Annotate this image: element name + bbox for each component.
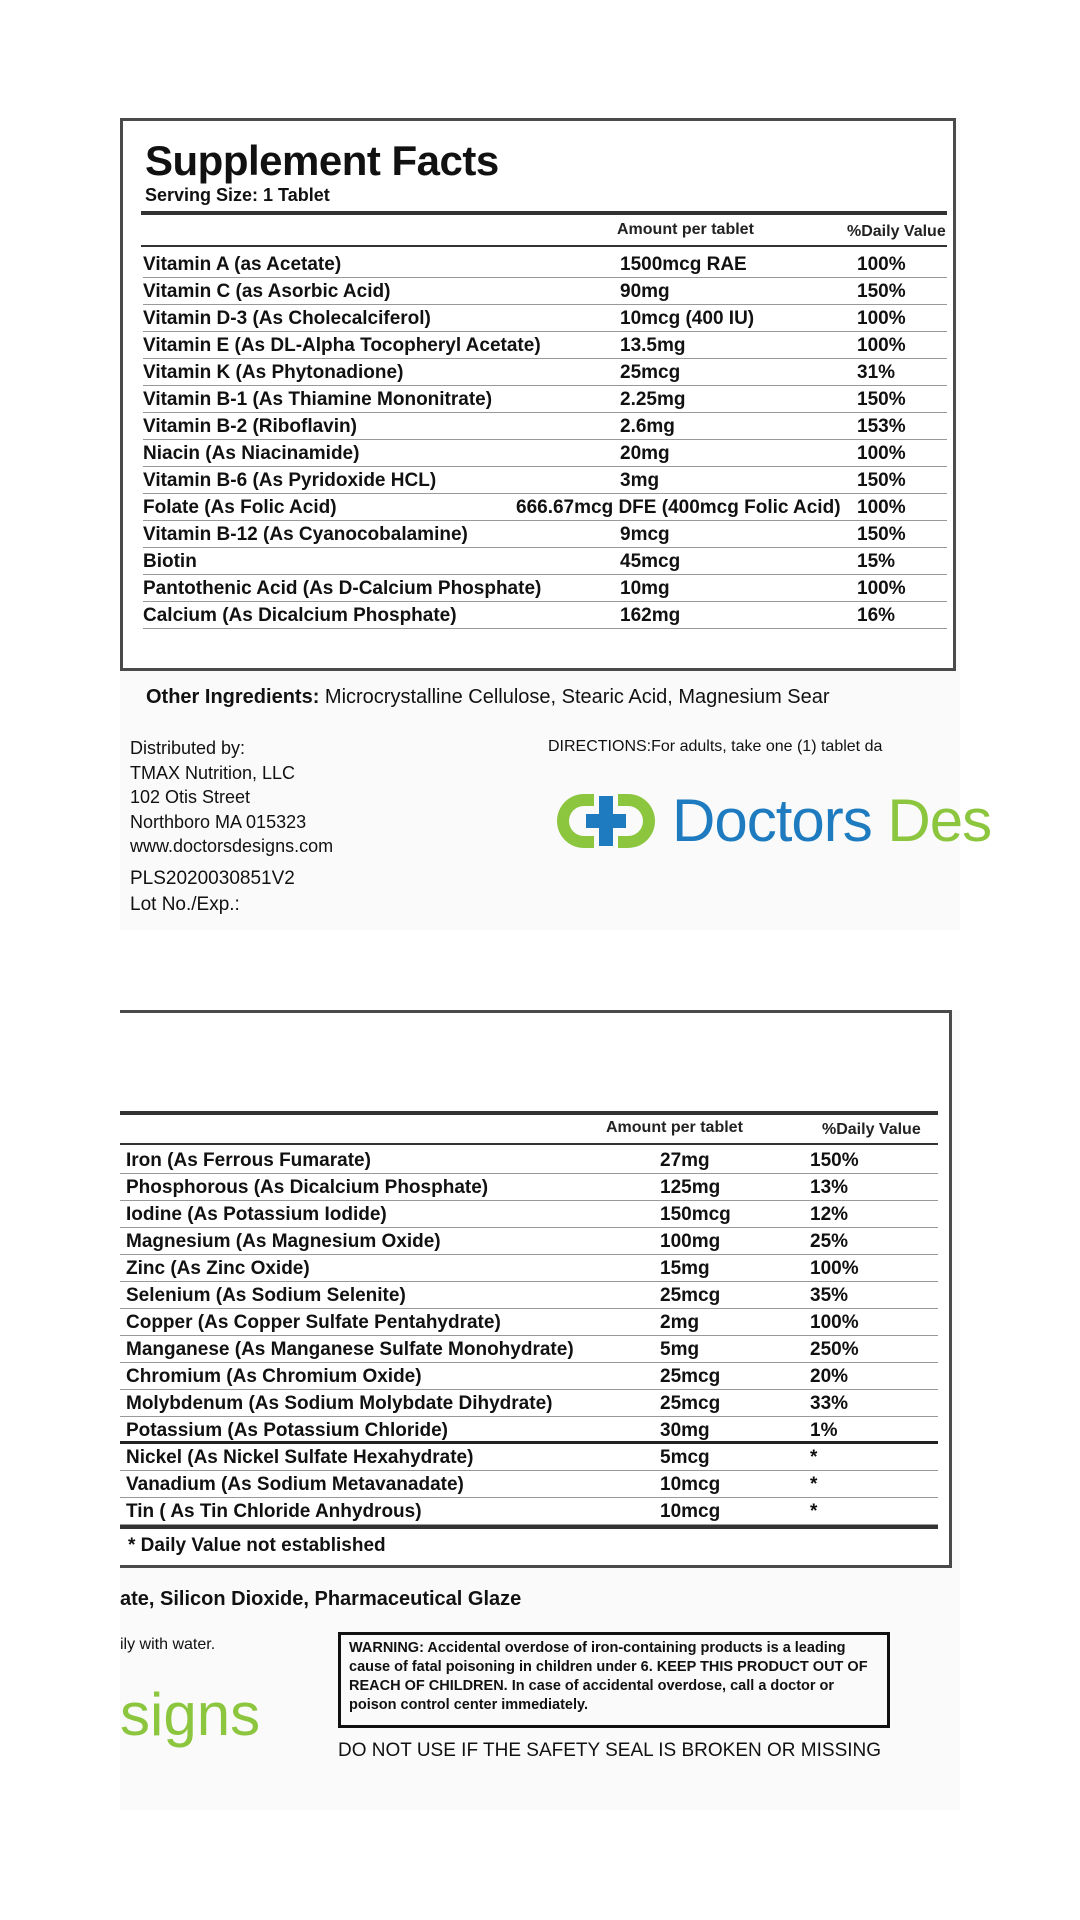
table-row (143, 278, 947, 305)
table-row (120, 1174, 938, 1201)
city-address: Northboro MA 015323 (130, 811, 307, 832)
table-row (120, 1363, 938, 1390)
amount-value: 3mg (620, 470, 660, 491)
amount-value: 25mcg (620, 362, 681, 383)
column-header-amount: Amount per tablet (617, 221, 754, 238)
amount-value: 125mg (660, 1177, 721, 1198)
medical-cross-icon (550, 786, 662, 856)
table-row (120, 1444, 938, 1471)
amount-value: 666.67mcg DFE (400mcg Folic Acid) (516, 497, 841, 518)
amount-value: 27mg (660, 1150, 710, 1171)
column-header-daily-value: %Daily Value (822, 1121, 921, 1138)
nutrient-name: Nickel (As Nickel Sulfate Hexahydrate) (126, 1447, 474, 1468)
daily-value: 100% (857, 308, 906, 329)
daily-value: 100% (857, 578, 906, 599)
distributor-info (130, 736, 333, 859)
nutrient-name: Pantothenic Acid (As D-Calcium Phosphate) (143, 578, 542, 599)
amount-value: 13.5mg (620, 335, 686, 356)
logo-designs-partial: Des (887, 787, 992, 854)
distributed-by-label: Distributed by: (130, 738, 246, 758)
other-ingredients (146, 686, 830, 709)
nutrient-name: Vitamin B-6 (As Pyridoxide HCL) (143, 470, 437, 491)
amount-value: 2.25mg (620, 389, 686, 410)
daily-value: 150% (810, 1150, 859, 1171)
nutrient-name: Vitamin B-12 (As Cyanocobalamine) (143, 524, 468, 545)
daily-value: 100% (857, 254, 906, 275)
website: www.doctorsdesigns.com (130, 836, 334, 856)
amount-value: 10mcg (660, 1501, 721, 1522)
other-ingredients-label: Other Ingredients: (146, 686, 320, 708)
nutrient-name: Phosphorous (As Dicalcium Phosphate) (126, 1177, 489, 1198)
divider (141, 245, 947, 247)
nutrient-name: Vitamin E (As DL-Alpha Tocopheryl Acetate) (143, 335, 541, 356)
table-row (143, 386, 947, 413)
daily-value: * (810, 1474, 818, 1495)
column-header-amount: Amount per tablet (606, 1119, 743, 1136)
amount-value: 10mcg (660, 1474, 721, 1495)
amount-value: 162mg (620, 605, 681, 626)
table-row (143, 494, 947, 521)
daily-value: 100% (857, 497, 906, 518)
table-row (143, 467, 947, 494)
daily-value: 13% (810, 1177, 849, 1198)
amount-value: 9mcg (620, 524, 670, 545)
safety-seal-notice: DO NOT USE IF THE SAFETY SEAL IS BROKEN OR MISSING (338, 1740, 882, 1761)
lot-info (130, 866, 295, 918)
nutrient-name: Vitamin D-3 (As Cholecalciferol) (143, 308, 431, 329)
amount-value: 25mcg (660, 1285, 721, 1306)
nutrient-name: Magnesium (As Magnesium Oxide) (126, 1231, 441, 1252)
table-row (143, 440, 947, 467)
supplement-facts-box (120, 118, 956, 671)
table-row (143, 332, 947, 359)
daily-value-note: * Daily Value not established (128, 1535, 386, 1556)
daily-value: 12% (810, 1204, 849, 1225)
table-row (120, 1471, 938, 1498)
nutrient-name: Vitamin C (as Asorbic Acid) (143, 281, 391, 302)
column-header-daily-value: %Daily Value (847, 223, 946, 240)
daily-value: 150% (857, 524, 906, 545)
nutrient-name: Selenium (As Sodium Selenite) (126, 1285, 406, 1306)
daily-value: 100% (857, 335, 906, 356)
daily-value: * (810, 1447, 818, 1468)
table-row (120, 1498, 938, 1525)
daily-value: 153% (857, 416, 906, 437)
nutrient-name: Iron (As Ferrous Fumarate) (126, 1150, 371, 1171)
table-row (143, 413, 947, 440)
supplement-facts-box-continued (120, 1010, 952, 1568)
amount-value: 10mg (620, 578, 670, 599)
nutrient-name: Niacin (As Niacinamide) (143, 443, 360, 464)
divider (120, 1143, 938, 1145)
amount-value: 15mg (660, 1258, 710, 1279)
table-row (120, 1147, 938, 1174)
amount-value: 90mg (620, 281, 670, 302)
table-row (120, 1228, 938, 1255)
directions-continued: ily with water. (120, 1636, 216, 1653)
nutrient-name: Folate (As Folic Acid) (143, 497, 337, 518)
amount-value: 150mcg (660, 1204, 731, 1225)
divider (141, 211, 947, 215)
nutrient-name: Potassium (As Potassium Chloride) (126, 1420, 449, 1441)
nutrient-name: Biotin (143, 551, 197, 572)
daily-value: 35% (810, 1285, 849, 1306)
serving-size: Serving Size: 1 Tablet (145, 185, 330, 205)
daily-value: 33% (810, 1393, 849, 1414)
daily-value: 20% (810, 1366, 849, 1387)
nutrient-name: Calcium (As Dicalcium Phosphate) (143, 605, 457, 626)
daily-value: 31% (857, 362, 896, 383)
directions: DIRECTIONS:For adults, take one (1) tablet da (548, 738, 883, 755)
nutrient-name: Vitamin B-1 (As Thiamine Mononitrate) (143, 389, 493, 410)
daily-value: 1% (810, 1420, 838, 1441)
amount-value: 100mg (660, 1231, 721, 1252)
label-panel-left (120, 118, 992, 930)
nutrient-name: Vanadium (As Sodium Metavanadate) (126, 1474, 464, 1495)
nutrient-name: Vitamin A (as Acetate) (143, 254, 342, 275)
amount-value: 45mcg (620, 551, 681, 572)
amount-value: 5mg (660, 1339, 700, 1360)
daily-value: 15% (857, 551, 896, 572)
logo-wordmark (672, 786, 991, 856)
daily-value: 100% (810, 1258, 859, 1279)
daily-value: 100% (810, 1312, 859, 1333)
daily-value: 16% (857, 605, 896, 626)
label-panel-right (120, 1010, 960, 1810)
other-ingredients-continued: ate, Silicon Dioxide, Pharmaceutical Glaze (120, 1588, 522, 1610)
daily-value: 150% (857, 470, 906, 491)
table-row (120, 1201, 938, 1228)
nutrient-name: Molybdenum (As Sodium Molybdate Dihydrate) (126, 1393, 553, 1414)
nutrient-name: Chromium (As Chromium Oxide) (126, 1366, 422, 1387)
table-row (143, 305, 947, 332)
iron-warning-box: WARNING: Accidental overdose of iron-containing products is a leading cause of fatal poisoning in children under 6. KEEP THIS PRODUCT OUT OF REACH OF CHILDREN. In case of accidental overdose, call a doctor or poison control center immediately. (338, 1632, 890, 1728)
nutrient-name: Vitamin K (As Phytonadione) (143, 362, 404, 383)
table-row (143, 602, 947, 629)
divider (120, 1111, 938, 1115)
nutrient-name: Iodine (As Potassium Iodide) (126, 1204, 387, 1225)
table-row (143, 521, 947, 548)
table-row (120, 1309, 938, 1336)
lot-expiry: Lot No./Exp.: (130, 894, 240, 915)
table-row (143, 359, 947, 386)
daily-value: 250% (810, 1339, 859, 1360)
amount-value: 10mcg (400 IU) (620, 308, 755, 329)
table-row (120, 1390, 938, 1417)
table-row (120, 1417, 938, 1444)
nutrient-name: Copper (As Copper Sulfate Pentahydrate) (126, 1312, 501, 1333)
amount-value: 25mcg (660, 1393, 721, 1414)
doctors-designs-logo (550, 786, 992, 856)
table-row (120, 1255, 938, 1282)
daily-value: 150% (857, 281, 906, 302)
nutrient-name: Tin ( As Tin Chloride Anhydrous) (126, 1501, 422, 1522)
divider (120, 1525, 938, 1529)
daily-value: * (810, 1501, 818, 1522)
other-ingredients-text: Microcrystalline Cellulose, Stearic Acid, Magnesium Sear (319, 686, 830, 708)
table-row (120, 1282, 938, 1309)
amount-value: 20mg (620, 443, 670, 464)
daily-value: 25% (810, 1231, 849, 1252)
table-row (143, 548, 947, 575)
nutrient-name: Zinc (As Zinc Oxide) (126, 1258, 310, 1279)
amount-value: 25mcg (660, 1366, 721, 1387)
amount-value: 1500mcg RAE (620, 254, 747, 275)
street-address: 102 Otis Street (130, 787, 251, 807)
amount-value: 5mcg (660, 1447, 710, 1468)
daily-value: 150% (857, 389, 906, 410)
nutrient-name: Manganese (As Manganese Sulfate Monohydrate) (126, 1339, 574, 1360)
table-row (143, 575, 947, 602)
logo-doctors: Doctors (672, 787, 888, 854)
table-row (120, 1336, 938, 1363)
product-code: PLS2020030851V2 (130, 868, 295, 889)
nutrient-name: Vitamin B-2 (Riboflavin) (143, 416, 357, 437)
amount-value: 2mg (660, 1312, 700, 1333)
amount-value: 30mg (660, 1420, 710, 1441)
table-row (143, 251, 947, 278)
logo-wordmark-continued: signs (120, 1681, 261, 1748)
amount-value: 2.6mg (620, 416, 675, 437)
daily-value: 100% (857, 443, 906, 464)
supplement-facts-title: Supplement Facts (145, 137, 499, 184)
company-name: TMAX Nutrition, LLC (130, 762, 296, 783)
